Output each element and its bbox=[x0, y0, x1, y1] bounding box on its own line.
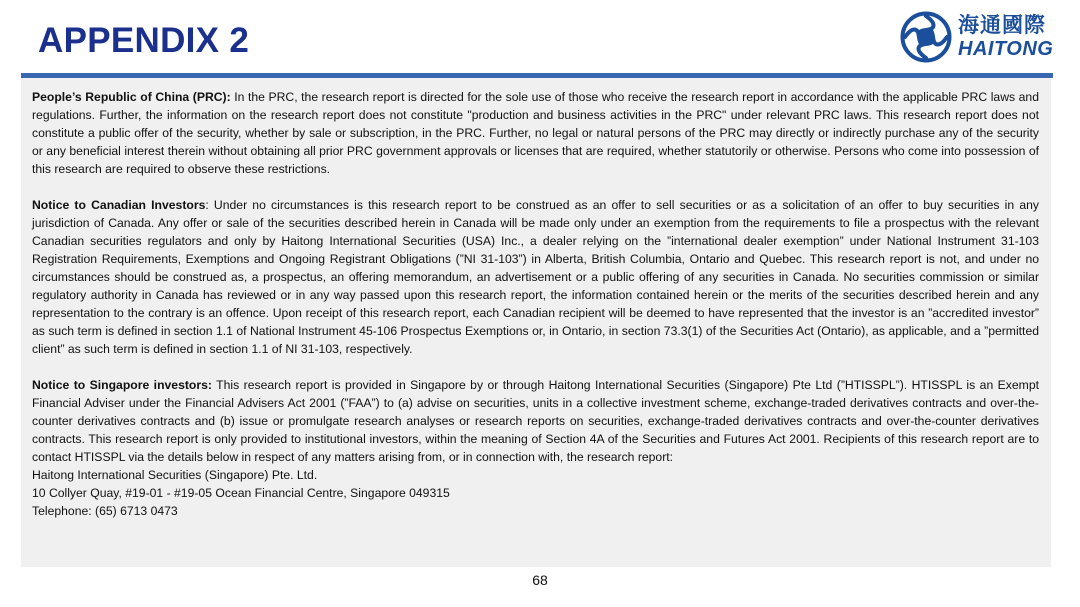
singapore-notice-body: This research report is provided in Singapore by or through Haitong International Securities (Singapore) Pte Ltd (”HTISSPL”). HTISSPL is an Exempt Financial Adviser under the Financial Advisers Act 2001 (”FAA”) to (a) advise on securities, units in a collective investment scheme, exchange-traded derivatives contracts and over-the-counter derivatives contracts and (b) issue or promulgate research analyses or research reports on securities, exchange-traded derivatives contracts and over-the-counter derivatives contracts. This research report is only provided to institutional investors, within the meaning of Section 4A of the Securities and Futures Act 2001. Recipients of this research report are to contact HTISSPL via the details below in respect of any matters arising from, or in connection with, the research report: bbox=[32, 378, 1039, 464]
prc-notice-heading: People’s Republic of China (PRC): bbox=[32, 90, 231, 104]
haitong-logo-icon bbox=[900, 11, 952, 63]
page-title: APPENDIX 2 bbox=[38, 21, 250, 60]
haitong-logo bbox=[898, 11, 1058, 63]
canada-notice-body: : Under no circumstances is this research report to be construed as an offer to sell securities or as a solicitation of an offer to buy securities in any jurisdiction of Canada. Any offer or sale of the securities described herein in Canada will be made only under an exemption from the requirements to file a prospectus with the relevant Canadian securities regulators and only by Haitong International Securities (USA) Inc., a dealer relying on the ”international dealer exemption” under National Instrument 31-103 Registration Requirements, Exemptions and Ongoing Registrant Obligations (”NI 31-103”) in Alberta, British Columbia, Ontario and Quebec. This research report is not, and under no circumstances should be construed as, a prospectus, an offering memorandum, an advertisement or a public offering of any securities in Canada. No securities commission or similar regulatory authority in Canada has reviewed or in any way passed upon this research report, the information contained herein or the merits of the securities described herein and any representation to the contrary is an offence. Upon receipt of this research report, each Canadian recipient will be deemed to have represented that the investor is an ”accredited investor” as such term is defined in section 1.1 of National Instrument 45-106 Prospectus Exemptions or, in Ontario, in section 73.3(1) of the Securities Act (Ontario), as applicable, and a ”permitted client” as such term is defined in section 1.1 of NI 31-103, respectively. bbox=[32, 198, 1040, 356]
canada-notice-heading: Notice to Canadian Investors bbox=[32, 198, 206, 212]
page-number: 68 bbox=[532, 572, 548, 588]
singapore-notice bbox=[32, 376, 1039, 520]
prc-notice-body: In the PRC, the research report is directed for the sole use of those who receive the research report in accordance with the applicable PRC laws and regulations. Further, the information on the research report does not constitute "production and business activities in the PRC" under relevant PRC laws. This research report does not constitute a public offer of the security, whether by sale or subscription, in the PRC. Further, no legal or natural persons of the PRC may directly or indirectly purchase any of the security or any beneficial interest therein without obtaining all prior PRC government approvals or licenses that are required, whether statutorily or otherwise. Persons who come into possession of this research are required to observe these restrictions. bbox=[32, 90, 1039, 176]
logo-chinese-name: 海通國際 bbox=[958, 14, 1046, 37]
logo-english-name: HAITONG bbox=[958, 38, 1054, 60]
singapore-telephone: Telephone: (65) 6713 0473 bbox=[32, 504, 178, 518]
singapore-company-name: Haitong International Securities (Singapore) Pte. Ltd. bbox=[32, 468, 318, 482]
canada-notice bbox=[32, 196, 1039, 358]
disclosure-panel bbox=[21, 78, 1051, 567]
prc-notice bbox=[32, 88, 1039, 178]
singapore-address: 10 Collyer Quay, #19-01 - #19-05 Ocean Financial Centre, Singapore 049315 bbox=[32, 486, 450, 500]
singapore-notice-heading: Notice to Singapore investors: bbox=[32, 378, 212, 392]
